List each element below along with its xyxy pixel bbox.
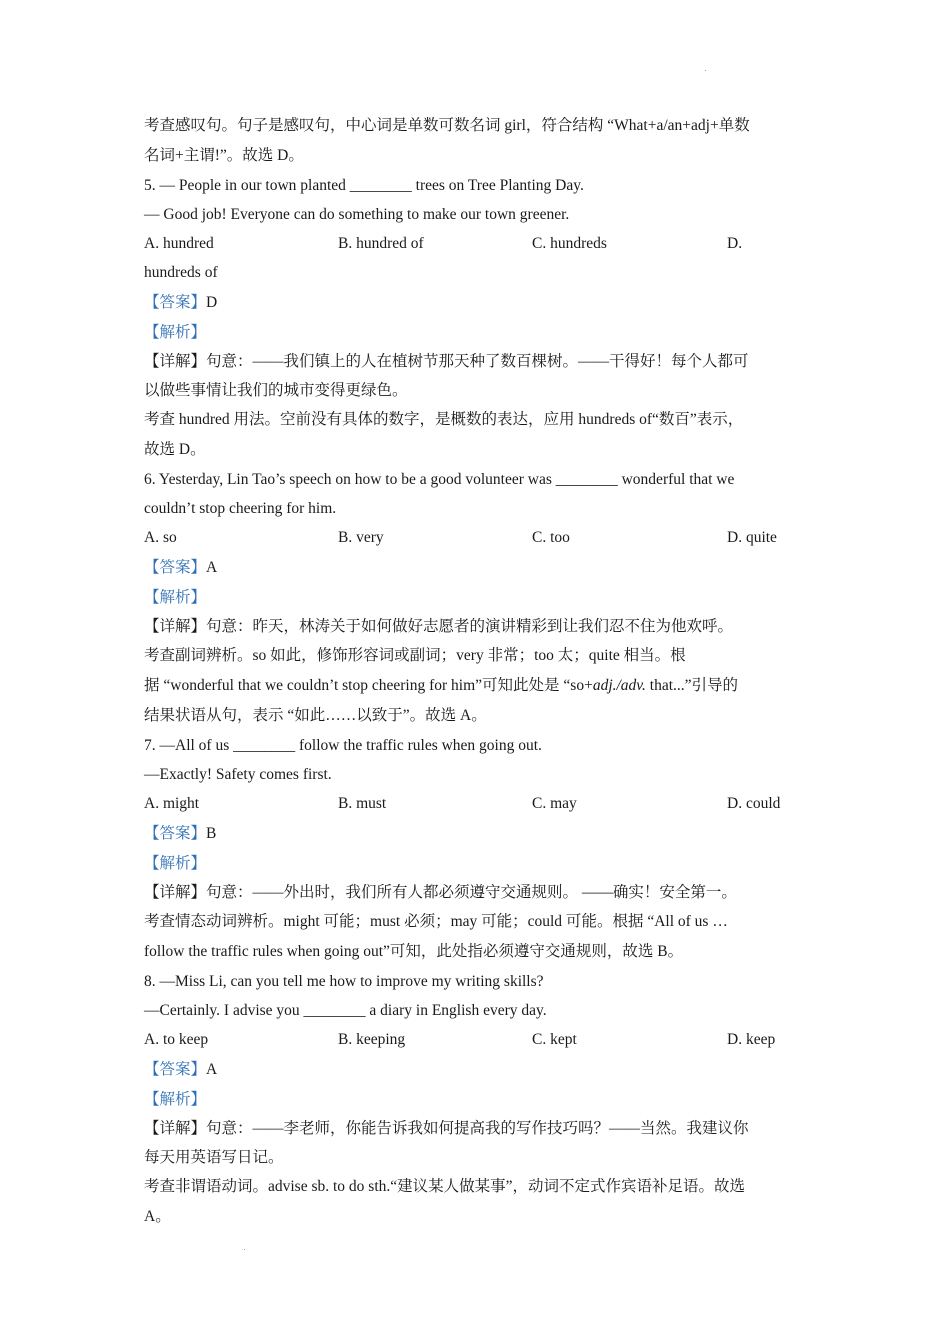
q5-stem-line-1: 5. — People in our town planted ________ trees on Tree Planting Day. bbox=[144, 177, 584, 194]
q5-detail-line-1: 【详解】句意：——我们镇上的人在植树节那天种了数百棵树。——干得好！每个人都可 bbox=[144, 353, 749, 370]
page-mark bbox=[244, 1249, 245, 1250]
q7-detail-line-1: 【详解】句意：——外出时，我们所有人都必须遵守交通规则。 ——确实！安全第一。 bbox=[144, 884, 737, 901]
q8-stem-line-2: —Certainly. I advise you ________ a diary in English every day. bbox=[144, 1002, 547, 1019]
q7-stem-line-2: —Exactly! Safety comes first. bbox=[144, 766, 332, 783]
q5-detail-line-2: 以做些事情让我们的城市变得更绿色。 bbox=[144, 382, 408, 399]
q6-option-a: A. so bbox=[144, 529, 177, 546]
answer-value: A bbox=[206, 1061, 218, 1078]
q5-detail-line-3: 考查 hundred 用法。空前没有具体的数字，是概数的表达，应用 hundreds of“数百”表示， bbox=[144, 411, 744, 428]
q6-stem-line-2: couldn’t stop cheering for him. bbox=[144, 500, 337, 517]
q6-analysis-tag: 【解析】 bbox=[144, 589, 207, 606]
q5-analysis-tag: 【解析】 bbox=[144, 324, 207, 341]
q7-stem-line-1: 7. —All of us ________ follow the traffic rules when going out. bbox=[144, 737, 542, 754]
q5-option-c: C. hundreds bbox=[532, 235, 607, 252]
q5-detail-line-4: 故选 D。 bbox=[144, 441, 206, 458]
detail-tag: 【详解】 bbox=[144, 353, 207, 370]
q8-detail-line-1: 【详解】句意：——李老师，你能告诉我如何提高我的写作技巧吗？——当然。我建议你 bbox=[144, 1120, 749, 1137]
q4-explanation-line-2: 名词+主谓!”。故选 D。 bbox=[144, 147, 304, 164]
q6-answer bbox=[144, 557, 217, 579]
q7-answer bbox=[144, 823, 216, 845]
q5-stem-line-2: — Good job! Everyone can do something to make our town greener. bbox=[144, 206, 570, 223]
answer-tag: 【答案】 bbox=[144, 294, 207, 311]
q6-detail-line-1: 【详解】句意：昨天，林涛关于如何做好志愿者的演讲精彩到让我们忍不住为他欢呼。 bbox=[144, 618, 734, 635]
q6-option-d: D. quite bbox=[727, 529, 777, 546]
q7-detail-line-3: follow the traffic rules when going out”可知，此处指必须遵守交通规则，故选 B。 bbox=[144, 943, 684, 960]
detail-tag: 【详解】 bbox=[144, 1120, 207, 1137]
q5-option-d-text: hundreds of bbox=[144, 264, 218, 281]
q7-option-b: B. must bbox=[338, 795, 387, 812]
detail-tag: 【详解】 bbox=[144, 618, 207, 635]
answer-tag: 【答案】 bbox=[144, 1061, 207, 1078]
q8-option-a: A. to keep bbox=[144, 1031, 209, 1048]
q8-option-d: D. keep bbox=[727, 1031, 776, 1048]
q5-option-a: A. hundred bbox=[144, 235, 214, 252]
q8-analysis-tag: 【解析】 bbox=[144, 1091, 207, 1108]
q6-option-c: C. too bbox=[532, 529, 570, 546]
q6-detail-line-4: 结果状语从句，表示 “如此……以致于”。故选 A。 bbox=[144, 707, 487, 724]
q5-answer bbox=[144, 292, 217, 314]
answer-value: B bbox=[206, 825, 217, 842]
q6-detail-line-3: 据 “wonderful that we couldn’t stop cheering for him”可知此处是 “so+adj./adv. that...”引导的 bbox=[144, 677, 739, 694]
answer-tag: 【答案】 bbox=[144, 559, 207, 576]
q7-detail-line-2: 考查情态动词辨析。might 可能；must 必须；may 可能；could 可能。根据 “All of us … bbox=[144, 913, 728, 930]
detail-tag: 【详解】 bbox=[144, 884, 207, 901]
q8-answer bbox=[144, 1059, 217, 1081]
q8-detail-line-2: 每天用英语写日记。 bbox=[144, 1149, 284, 1166]
q8-stem-line-1: 8. —Miss Li, can you tell me how to improve my writing skills? bbox=[144, 973, 544, 990]
q7-option-d: D. could bbox=[727, 795, 781, 812]
q6-detail-line-2: 考查副词辨析。so 如此，修饰形容词或副词；very 非常；too 太；quite 相当。根 bbox=[144, 647, 686, 664]
answer-value: A bbox=[206, 559, 218, 576]
q8-detail-line-3: 考查非谓语动词。advise sb. to do sth.“建议某人做某事”，动词不定式作宾语补足语。故选 bbox=[144, 1178, 746, 1195]
q8-option-c: C. kept bbox=[532, 1031, 577, 1048]
q6-stem-line-1: 6. Yesterday, Lin Tao’s speech on how to be a good volunteer was ________ wonderful that we bbox=[144, 471, 735, 488]
q7-option-a: A. might bbox=[144, 795, 200, 812]
q5-option-b: B. hundred of bbox=[338, 235, 424, 252]
q7-analysis-tag: 【解析】 bbox=[144, 855, 207, 872]
q5-option-d: D. bbox=[727, 235, 743, 252]
q8-detail-line-4: A。 bbox=[144, 1208, 171, 1225]
answer-value: D bbox=[206, 294, 218, 311]
q8-option-b: B. keeping bbox=[338, 1031, 406, 1048]
q7-option-c: C. may bbox=[532, 795, 577, 812]
page-mark bbox=[705, 70, 706, 71]
answer-tag: 【答案】 bbox=[144, 825, 207, 842]
q4-explanation-line-1: 考查感叹句。句子是感叹句，中心词是单数可数名词 girl，符合结构 “What+a/an+adj+单数 bbox=[144, 117, 750, 134]
q6-option-b: B. very bbox=[338, 529, 384, 546]
